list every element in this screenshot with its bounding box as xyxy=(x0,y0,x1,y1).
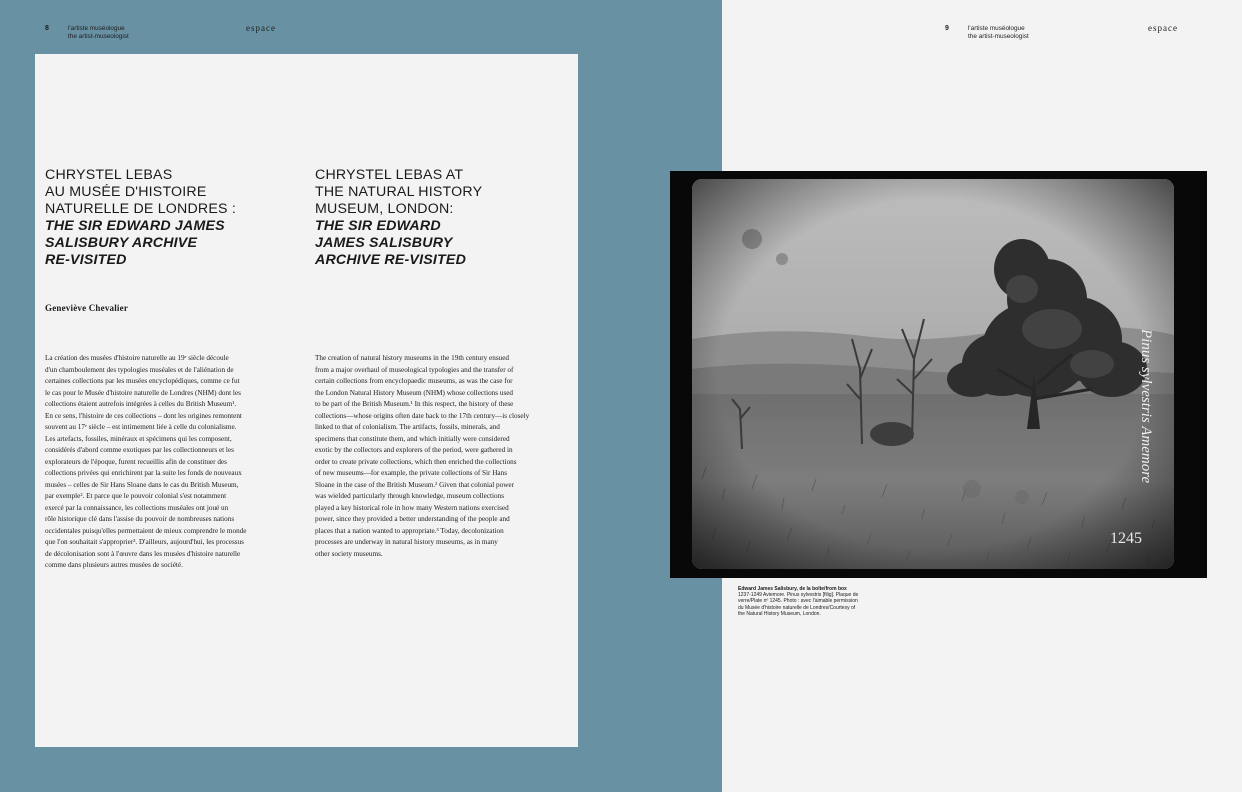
body-line: exotic by the collectors and explorers of the period, were gathered in xyxy=(315,446,513,454)
running-head-left xyxy=(68,25,129,41)
body-line: de décolonisation sont à l'œuvre dans les musées d'histoire naturelle xyxy=(45,549,241,558)
body-line: souvent au 17ᵉ siècle – est intimement liée à celle du colonialisme. xyxy=(45,423,237,431)
body-line: En ce sens, l'histoire de ces collections – dont les origines remontent xyxy=(45,411,242,420)
body-line: par exemple². Et parce que le pouvoir colonial s'est notamment xyxy=(45,492,227,500)
landscape-image xyxy=(692,179,1174,569)
title-fr-line: CHRYSTEL LEBAS xyxy=(45,167,173,183)
body-line: comme dans plusieurs autres musées de société. xyxy=(45,561,183,569)
body-line: played a key historical role in how many Western nations exercised xyxy=(315,503,509,512)
body-text-en xyxy=(315,353,529,560)
body-line: rôle historique clé dans l'assise du pouvoir de nombreuses nations xyxy=(45,515,235,523)
page-number-left: 8 xyxy=(45,25,49,32)
landscape-illustration xyxy=(692,179,1174,569)
body-line: collections étaient autrefois intégrées à celles du British Museum¹. xyxy=(45,400,237,408)
subtitle-fr-line: SALISBURY ARCHIVE xyxy=(45,235,198,251)
body-line: order to create private collections, which then enriched the collections xyxy=(315,457,517,466)
brand-logo-right: espace xyxy=(1148,23,1178,33)
body-line: processes are underway in natural history museums, as in many xyxy=(315,538,498,546)
article-title-fr xyxy=(45,167,236,269)
body-line: of new museums—for example, the private collections of Sir Hans xyxy=(315,469,508,477)
caption-line: verre/Plate nº 1245. Photo : avec l'aimable permission xyxy=(738,598,858,605)
body-line: the London Natural History Museum (NHM) whose collections used xyxy=(315,388,514,397)
title-fr-line: AU MUSÉE D'HISTOIRE xyxy=(45,184,207,200)
body-line: power, since they provided a better understanding of the people and xyxy=(315,515,510,523)
body-line: certain collections from encyclopaedic museums, as was the case for xyxy=(315,377,513,385)
body-text-fr xyxy=(45,353,246,572)
body-line: le cas pour le Musée d'histoire naturelle de Londres (NHM) dont les xyxy=(45,388,241,397)
caption-line: du Musée d'histoire naturelle de Londres/Courtesy of xyxy=(738,604,856,611)
title-en-line: CHRYSTEL LEBAS AT xyxy=(315,167,464,183)
body-line: specimens that constitute them, and which initially were considered xyxy=(315,434,510,443)
article-sheet xyxy=(35,54,578,747)
caption-line: Edward James Salisbury, de la boîte/from box xyxy=(738,586,847,592)
body-line: considérés d'abord comme exotiques par les collectionneurs et les xyxy=(45,446,234,454)
running-head-right-en: the artist-museologist xyxy=(968,33,1029,40)
body-line: to be part of the British Museum.¹ In this respect, the history of these xyxy=(315,400,514,408)
caption-line: the Natural History Museum, London. xyxy=(738,610,821,617)
body-line: was wielded particularly through knowledge, museum collections xyxy=(315,492,505,500)
body-line: certaines collections par les musées encyclopédiques, comme ce fut xyxy=(45,377,240,385)
body-line: d'un chamboulement des typologies muséales et de l'aliénation de xyxy=(45,365,234,374)
running-head-right xyxy=(968,25,1029,41)
article-title-en xyxy=(315,167,482,269)
title-fr-line: NATURELLE DE LONDRES : xyxy=(45,201,236,217)
glass-plate-photograph xyxy=(670,171,1207,578)
subtitle-fr-line: RE-VISITED xyxy=(45,252,127,268)
body-line: musées – celles de Sir Hans Sloane dans le cas du British Museum, xyxy=(45,480,239,489)
body-line: que l'on souhaitait s'approprier³. D'ailleurs, aujourd'hui, les processus xyxy=(45,538,244,546)
body-line: Sloane in the case of the British Museum.² Given that colonial power xyxy=(315,480,514,489)
body-line: explorateurs de l'époque, furent recueillis afin de constituer des xyxy=(45,457,227,466)
subtitle-en-line: JAMES SALISBURY xyxy=(315,235,453,251)
subtitle-en-line: ARCHIVE RE-VISITED xyxy=(315,252,467,268)
body-line: collections privées qui enrichirent par la suite les fonds de nouveaux xyxy=(45,469,242,477)
plate-number-label: 1245 xyxy=(1110,530,1142,547)
subtitle-en-line: THE SIR EDWARD xyxy=(315,218,441,234)
title-en-line: MUSEUM, LONDON: xyxy=(315,201,454,217)
body-line: other society museums. xyxy=(315,549,383,558)
body-line: La création des musées d'histoire naturelle au 19ᵉ siècle découle xyxy=(45,354,229,362)
caption-line: 1237-1249 Aviemore. Pinus sylvestris [filig]. Plaque de xyxy=(738,592,859,599)
body-line: Les artefacts, fossiles, minéraux et spécimens qui les composent, xyxy=(45,434,232,443)
page-number-right: 9 xyxy=(945,25,949,32)
body-line: occidentales puisqu'elles permettaient de mieux comprendre le monde xyxy=(45,526,247,535)
body-line: places that a nation wanted to appropriate.³ Today, decolonization xyxy=(315,526,504,535)
body-line: collections—whose origins often date back to the 17th century—is closely xyxy=(315,411,530,420)
running-head-right-fr: l'artiste muséologue xyxy=(968,25,1025,32)
photo-caption xyxy=(738,586,888,617)
body-line: The creation of natural history museums in the 19th century ensued xyxy=(315,354,510,362)
running-head-left-fr: l'artiste muséologue xyxy=(68,25,125,32)
body-line: exercé par la connaissance, les collections muséales ont joué un xyxy=(45,503,229,512)
body-line: from a major overhaul of museological typologies and the transfer of xyxy=(315,365,514,374)
body-line: linked to that of colonialism. The artifacts, fossils, minerals, and xyxy=(315,423,500,431)
plate-margin-inscription: Pinus sylvestris Amemore xyxy=(1138,329,1154,484)
author-name: Geneviève Chevalier xyxy=(45,303,129,313)
subtitle-fr-line: THE SIR EDWARD JAMES xyxy=(45,218,225,234)
brand-logo-left: espace xyxy=(246,23,276,33)
running-head-left-en: the artist-museologist xyxy=(68,33,129,40)
title-en-line: THE NATURAL HISTORY xyxy=(315,184,483,200)
